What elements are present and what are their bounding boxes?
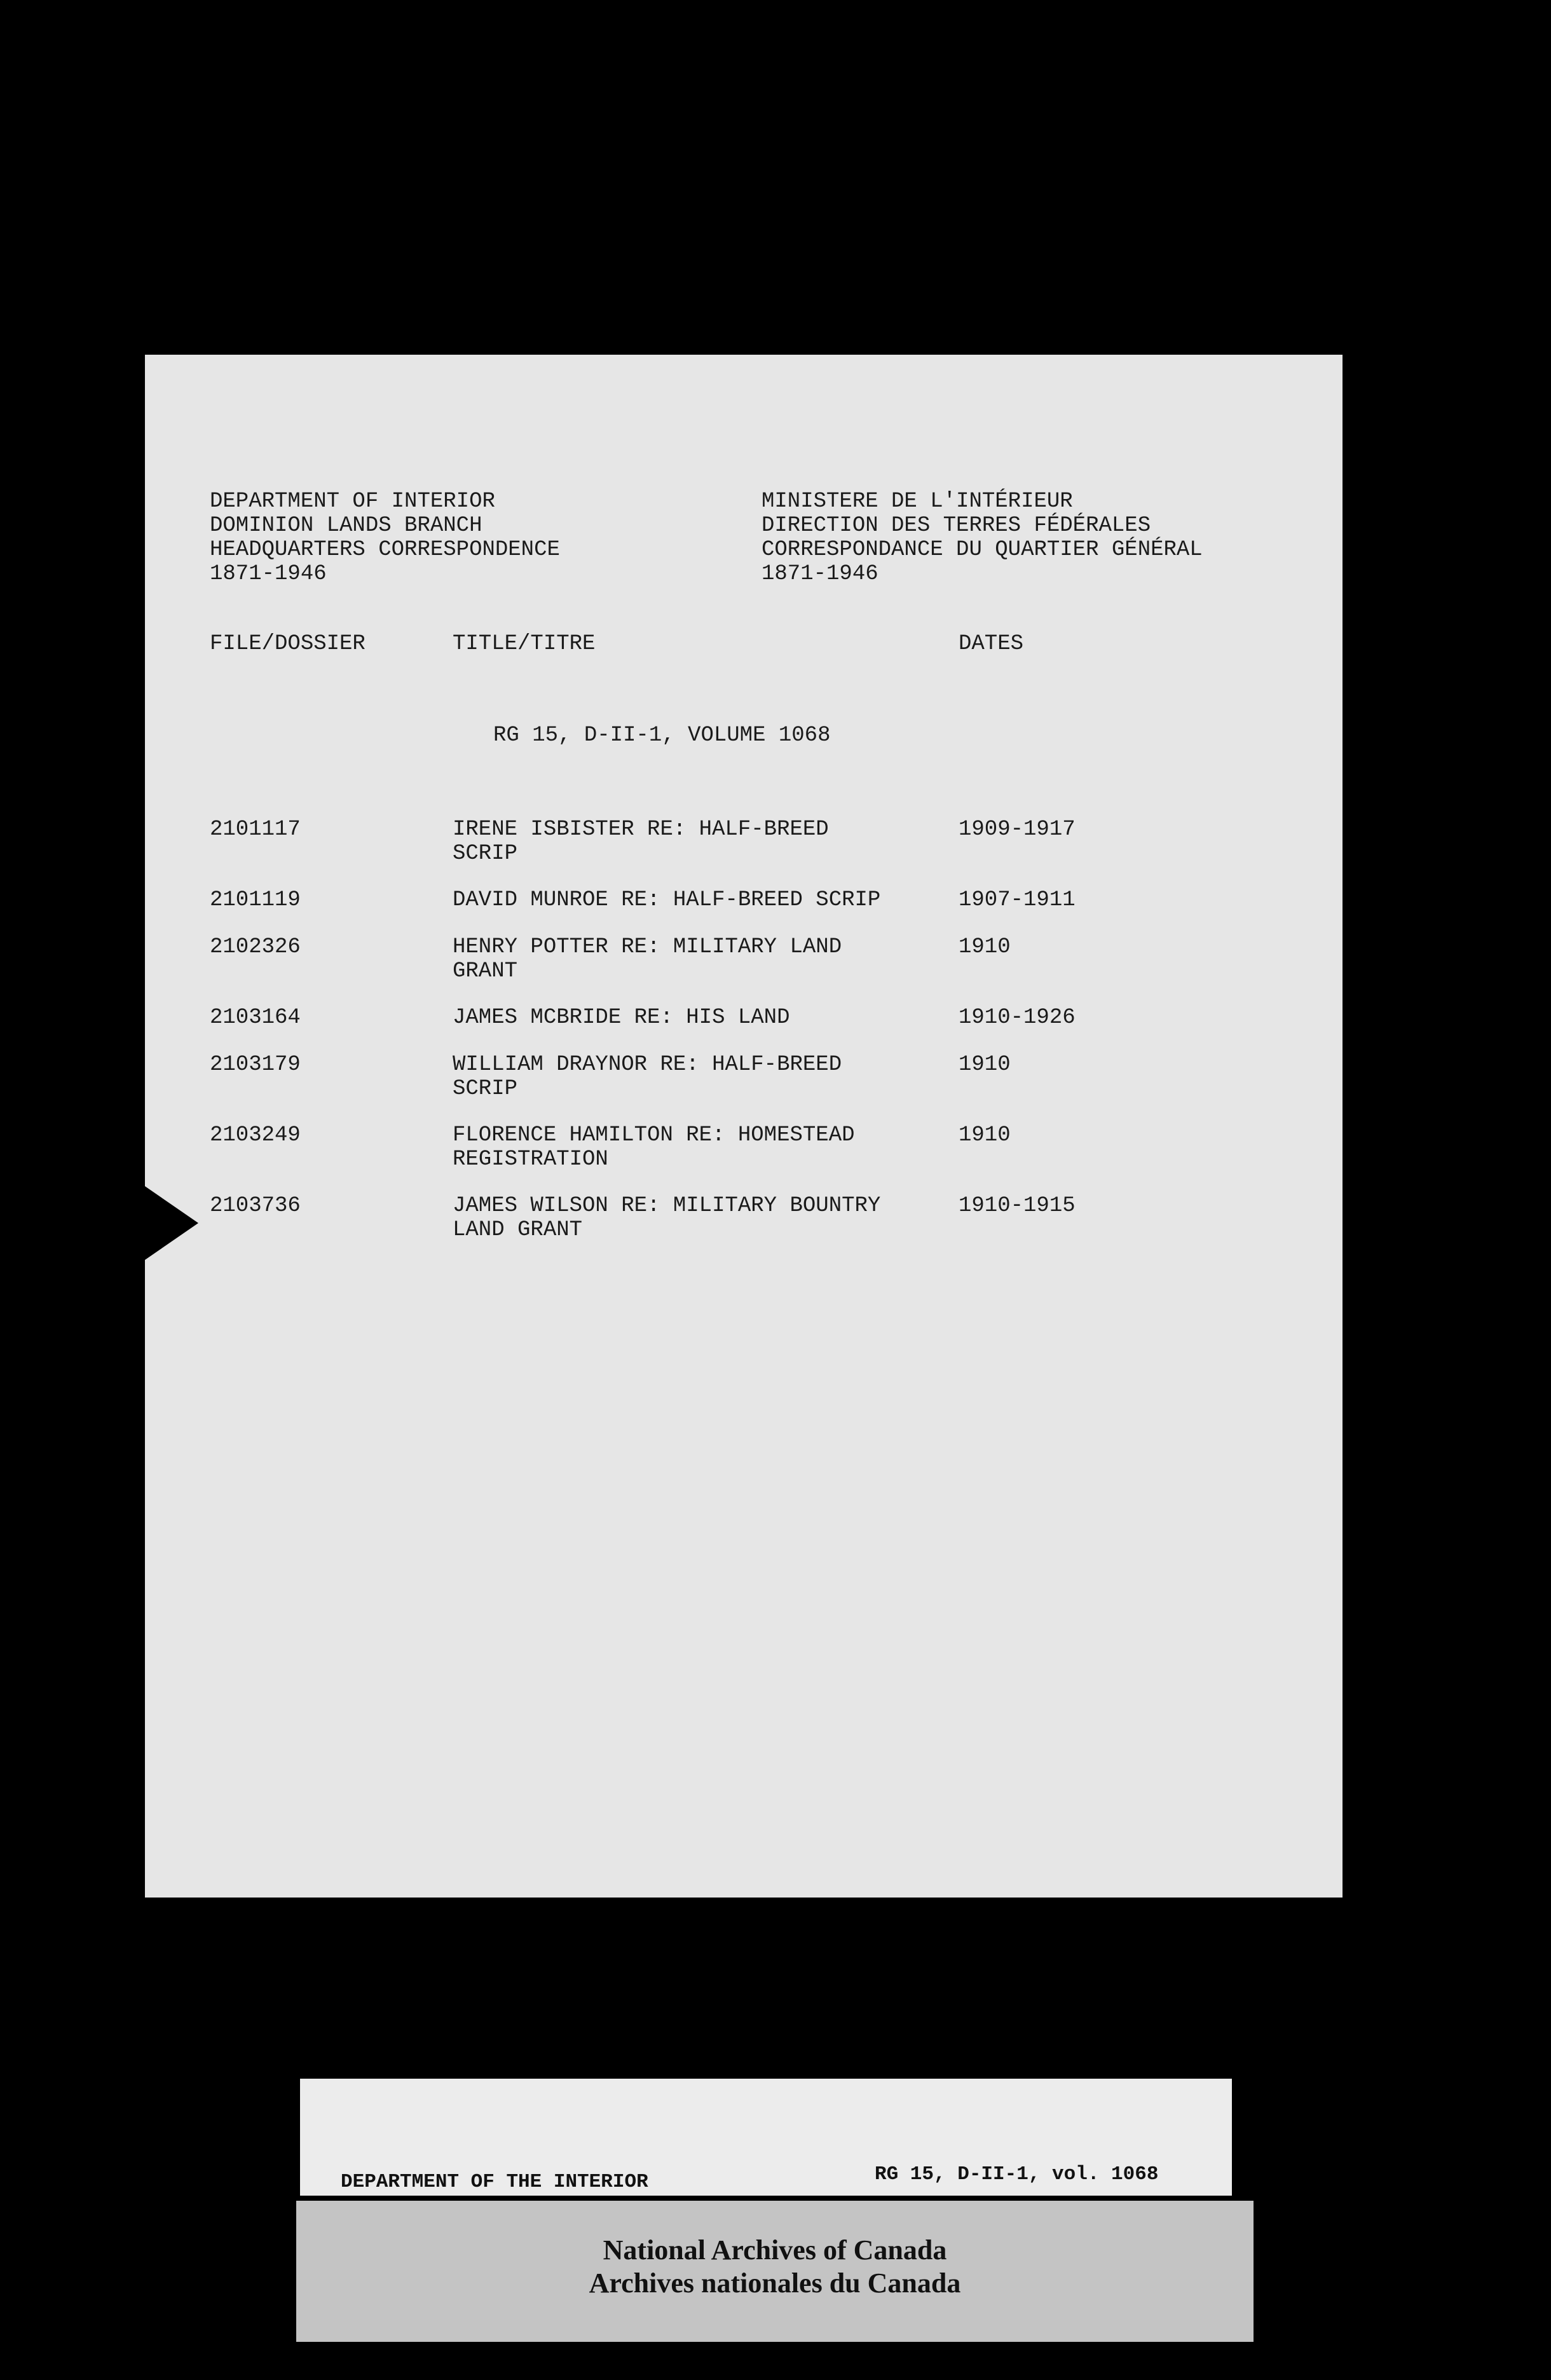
file-number: 2101117 (210, 817, 301, 842)
title-line: GRANT (453, 959, 518, 983)
file-dates: 1910-1926 (959, 1006, 1076, 1030)
archives-label (296, 2201, 1254, 2342)
archives-name-english: National Archives of Canada (603, 2234, 947, 2266)
header-line: 1871-1946 (762, 562, 878, 586)
file-title (453, 935, 974, 983)
volume-heading: RG 15, D-II-1, VOLUME 1068 (493, 723, 831, 748)
file-number: 2103249 (210, 1123, 301, 1147)
header-english (210, 489, 560, 586)
label-line: RG 15, D-II-1, vol. 1068 (875, 2163, 1159, 2185)
file-dates: 1910-1915 (959, 1194, 1076, 1218)
file-title (453, 888, 974, 912)
label-line: DEPARTMENT OF THE INTERIOR (341, 2171, 648, 2193)
file-number: 2103179 (210, 1053, 301, 1077)
pointer-arrow-icon (145, 1186, 198, 1260)
title-line: IRENE ISBISTER RE: HALF-BREED (453, 817, 829, 842)
file-title (453, 1194, 974, 1242)
title-line: WILLIAM DRAYNOR RE: HALF-BREED (453, 1053, 842, 1077)
file-title (453, 1123, 974, 1172)
document-page (145, 355, 1343, 1898)
file-title (453, 1006, 974, 1030)
title-line: JAMES WILSON RE: MILITARY BOUNTRY (453, 1194, 881, 1218)
title-line: LAND GRANT (453, 1218, 583, 1242)
title-line: DAVID MUNROE RE: HALF-BREED SCRIP (453, 888, 881, 912)
column-header-dates: DATES (959, 632, 1024, 656)
header-line: HEADQUARTERS CORRESPONDENCE (210, 538, 560, 562)
header-line: 1871-1946 (210, 562, 327, 586)
file-title (453, 817, 974, 866)
title-line: HENRY POTTER RE: MILITARY LAND (453, 935, 842, 959)
title-line: FLORENCE HAMILTON RE: HOMESTEAD (453, 1123, 855, 1147)
title-line: SCRIP (453, 842, 518, 866)
file-dates: 1907-1911 (959, 888, 1076, 912)
header-line: DIRECTION DES TERRES FÉDÉRALES (762, 514, 1151, 538)
header-line: CORRESPONDANCE DU QUARTIER GÉNÉRAL (762, 538, 1203, 562)
title-line: JAMES MCBRIDE RE: HIS LAND (453, 1006, 790, 1030)
file-dates: 1909-1917 (959, 817, 1076, 842)
file-number: 2101119 (210, 888, 301, 912)
file-label (300, 2079, 1232, 2196)
title-line: SCRIP (453, 1077, 518, 1101)
file-number: 2103736 (210, 1194, 301, 1218)
column-header-file: FILE/DOSSIER (210, 632, 366, 656)
file-number: 2103164 (210, 1006, 301, 1030)
header-french (762, 489, 1203, 586)
header-line: DEPARTMENT OF INTERIOR (210, 489, 495, 514)
column-header-title: TITLE/TITRE (453, 632, 596, 656)
file-dates: 1910 (959, 935, 1011, 959)
header-line: MINISTERE DE L'INTÉRIEUR (762, 489, 1073, 514)
file-number: 2102326 (210, 935, 301, 959)
file-dates: 1910 (959, 1123, 1011, 1147)
title-line: REGISTRATION (453, 1147, 608, 1172)
archives-name-french: Archives nationales du Canada (589, 2267, 961, 2299)
file-title (453, 1053, 974, 1101)
file-dates: 1910 (959, 1053, 1011, 1077)
header-line: DOMINION LANDS BRANCH (210, 514, 482, 538)
